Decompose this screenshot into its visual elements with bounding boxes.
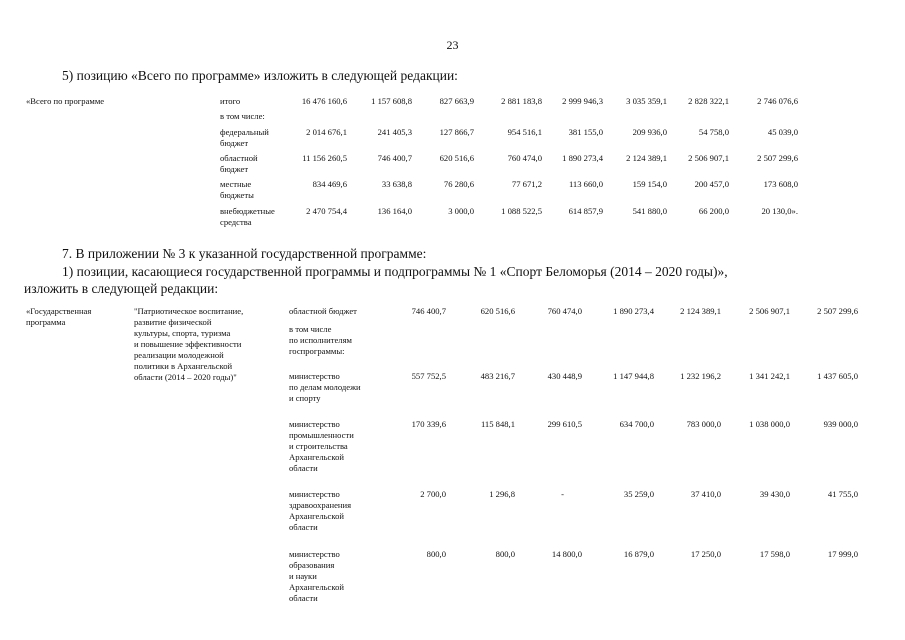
table1-row-label: местные бюджеты bbox=[220, 179, 254, 200]
table1-cell: 136 164,0 bbox=[377, 206, 412, 216]
table2-cell: 17 999,0 bbox=[827, 549, 858, 559]
table1-cell: 54 758,0 bbox=[698, 127, 729, 137]
table2-cell: 37 410,0 bbox=[690, 489, 721, 499]
item-5-text: 5) позицию «Всего по программе» изложить в следующей редакции: bbox=[62, 68, 458, 83]
table1-cell: 2 014 676,1 bbox=[306, 127, 347, 137]
table1-row-label: федеральный бюджет bbox=[220, 127, 269, 148]
table2-cell: 115 848,1 bbox=[480, 419, 515, 429]
table1-cell: 241 405,3 bbox=[377, 127, 412, 137]
table2-row-label: министерство здравоохранения Архангельской области bbox=[289, 489, 352, 532]
table2-cell: 299 610,5 bbox=[547, 419, 582, 429]
item-7-1-line1: 1) позиции, касающиеся государственной программы и подпрограммы № 1 «Спорт Беломорья (2014 – 2020 годы)», bbox=[62, 264, 728, 279]
table1-cell: 1 088 522,5 bbox=[501, 206, 542, 216]
table1-cell: 16 476 160,6 bbox=[301, 96, 347, 106]
table1-cell: 33 638,8 bbox=[381, 179, 412, 189]
table2-cell: 1 890 273,4 bbox=[613, 306, 654, 316]
table2-cell: 746 400,7 bbox=[411, 306, 446, 316]
table2-cell: 800,0 bbox=[426, 549, 446, 559]
table1-cell: 20 130,0». bbox=[761, 206, 798, 216]
table1-cell: 66 200,0 bbox=[698, 206, 729, 216]
table1-cell: 614 857,9 bbox=[568, 206, 603, 216]
table2-cell: 41 755,0 bbox=[827, 489, 858, 499]
table1-cell: 760 474,0 bbox=[507, 153, 542, 163]
table2-cell: 17 598,0 bbox=[759, 549, 790, 559]
table1-cell: 200 457,0 bbox=[694, 179, 729, 189]
table2-cell: 1 437 605,0 bbox=[817, 371, 858, 381]
table2-row-label: областной бюджет bbox=[289, 306, 357, 316]
table2-row-label: министерство по делам молодежи и спорту bbox=[289, 371, 361, 403]
table2-row-label: в том числе по исполнителям госпрограммы: bbox=[289, 324, 352, 356]
table1-cell: 381 155,0 bbox=[568, 127, 603, 137]
table1-cell: 1 890 273,4 bbox=[562, 153, 603, 163]
table1-cell: 209 936,0 bbox=[632, 127, 667, 137]
table1-cell: 2 999 946,3 bbox=[562, 96, 603, 106]
table2-cell: 1 341 242,1 bbox=[749, 371, 790, 381]
table2-cell: 483 216,7 bbox=[480, 371, 515, 381]
table1-cell: 827 663,9 bbox=[439, 96, 474, 106]
table1-cell: 620 516,6 bbox=[439, 153, 474, 163]
table2-cell: 16 879,0 bbox=[623, 549, 654, 559]
table1-cell: 2 470 754,4 bbox=[306, 206, 347, 216]
table2-cell: 39 430,0 bbox=[759, 489, 790, 499]
table2-cell: - bbox=[561, 489, 564, 499]
table1-cell: 2 507 299,6 bbox=[757, 153, 798, 163]
table2-col1: «Государственная программа bbox=[26, 306, 92, 327]
table1-row-label: итого bbox=[220, 96, 241, 106]
table1-cell: 746 400,7 bbox=[377, 153, 412, 163]
table1-cell: 113 660,0 bbox=[568, 179, 603, 189]
table2-cell: 2 506 907,1 bbox=[749, 306, 790, 316]
table1-row-label: внебюджетные средства bbox=[220, 206, 275, 227]
table1-cell: 77 671,2 bbox=[511, 179, 542, 189]
table1-cell: 2 828 322,1 bbox=[688, 96, 729, 106]
table2-cell: 2 124 389,1 bbox=[680, 306, 721, 316]
table1-row-label: в том числе: bbox=[220, 111, 265, 121]
table1-cell: 3 000,0 bbox=[448, 206, 474, 216]
table1-label: «Всего по программе bbox=[26, 96, 105, 106]
table1-cell: 2 124 389,1 bbox=[626, 153, 667, 163]
item-7-1-line2: изложить в следующей редакции: bbox=[24, 281, 219, 296]
table2-row-label: министерство образования и науки Архангельской области bbox=[289, 549, 344, 603]
table2-cell: 430 448,9 bbox=[547, 371, 582, 381]
table2-cell: 620 516,6 bbox=[480, 306, 515, 316]
table1-cell: 127 866,7 bbox=[439, 127, 474, 137]
table2-cell: 14 800,0 bbox=[551, 549, 582, 559]
table2-cell: 1 147 944,8 bbox=[613, 371, 654, 381]
table2-cell: 939 000,0 bbox=[823, 419, 858, 429]
table1-cell: 954 516,1 bbox=[507, 127, 542, 137]
table1-cell: 2 746 076,6 bbox=[757, 96, 798, 106]
table2-cell: 2 700,0 bbox=[420, 489, 446, 499]
table2-cell: 1 296,8 bbox=[489, 489, 515, 499]
table2-cell: 760 474,0 bbox=[547, 306, 582, 316]
table2-row-label: министерство промышленности и строительства Архангельской области bbox=[289, 419, 354, 473]
table1-cell: 11 156 260,5 bbox=[302, 153, 347, 163]
table1-cell: 1 157 608,8 bbox=[371, 96, 412, 106]
table2-col2: "Патриотическое воспитание, развитие физической культуры, спорта, туризма и повышение эффективности реализации молодежной политики в Архангельской области (2014 – 2020 годы)" bbox=[134, 306, 244, 382]
table2-cell: 783 000,0 bbox=[686, 419, 721, 429]
item-7-text: 7. В приложении № 3 к указанной государственной программе: bbox=[62, 246, 427, 261]
table1-cell: 2 506 907,1 bbox=[688, 153, 729, 163]
table1-cell: 834 469,6 bbox=[312, 179, 347, 189]
table1-cell: 3 035 359,1 bbox=[626, 96, 667, 106]
table1-cell: 2 881 183,8 bbox=[501, 96, 542, 106]
table1-cell: 76 280,6 bbox=[443, 179, 474, 189]
table2-cell: 1 038 000,0 bbox=[749, 419, 790, 429]
table2-cell: 35 259,0 bbox=[623, 489, 654, 499]
table1-cell: 159 154,0 bbox=[632, 179, 667, 189]
table2-cell: 17 250,0 bbox=[690, 549, 721, 559]
table2-cell: 557 752,5 bbox=[411, 371, 446, 381]
table1-cell: 173 608,0 bbox=[763, 179, 798, 189]
table2-cell: 800,0 bbox=[495, 549, 515, 559]
page-number: 23 bbox=[446, 38, 459, 52]
table2-cell: 1 232 196,2 bbox=[680, 371, 721, 381]
table1-cell: 45 039,0 bbox=[767, 127, 798, 137]
table1-row-label: областной бюджет bbox=[220, 153, 258, 174]
table2-cell: 634 700,0 bbox=[619, 419, 654, 429]
table1-cell: 541 880,0 bbox=[632, 206, 667, 216]
table2-cell: 2 507 299,6 bbox=[817, 306, 858, 316]
table2-cell: 170 339,6 bbox=[411, 419, 446, 429]
